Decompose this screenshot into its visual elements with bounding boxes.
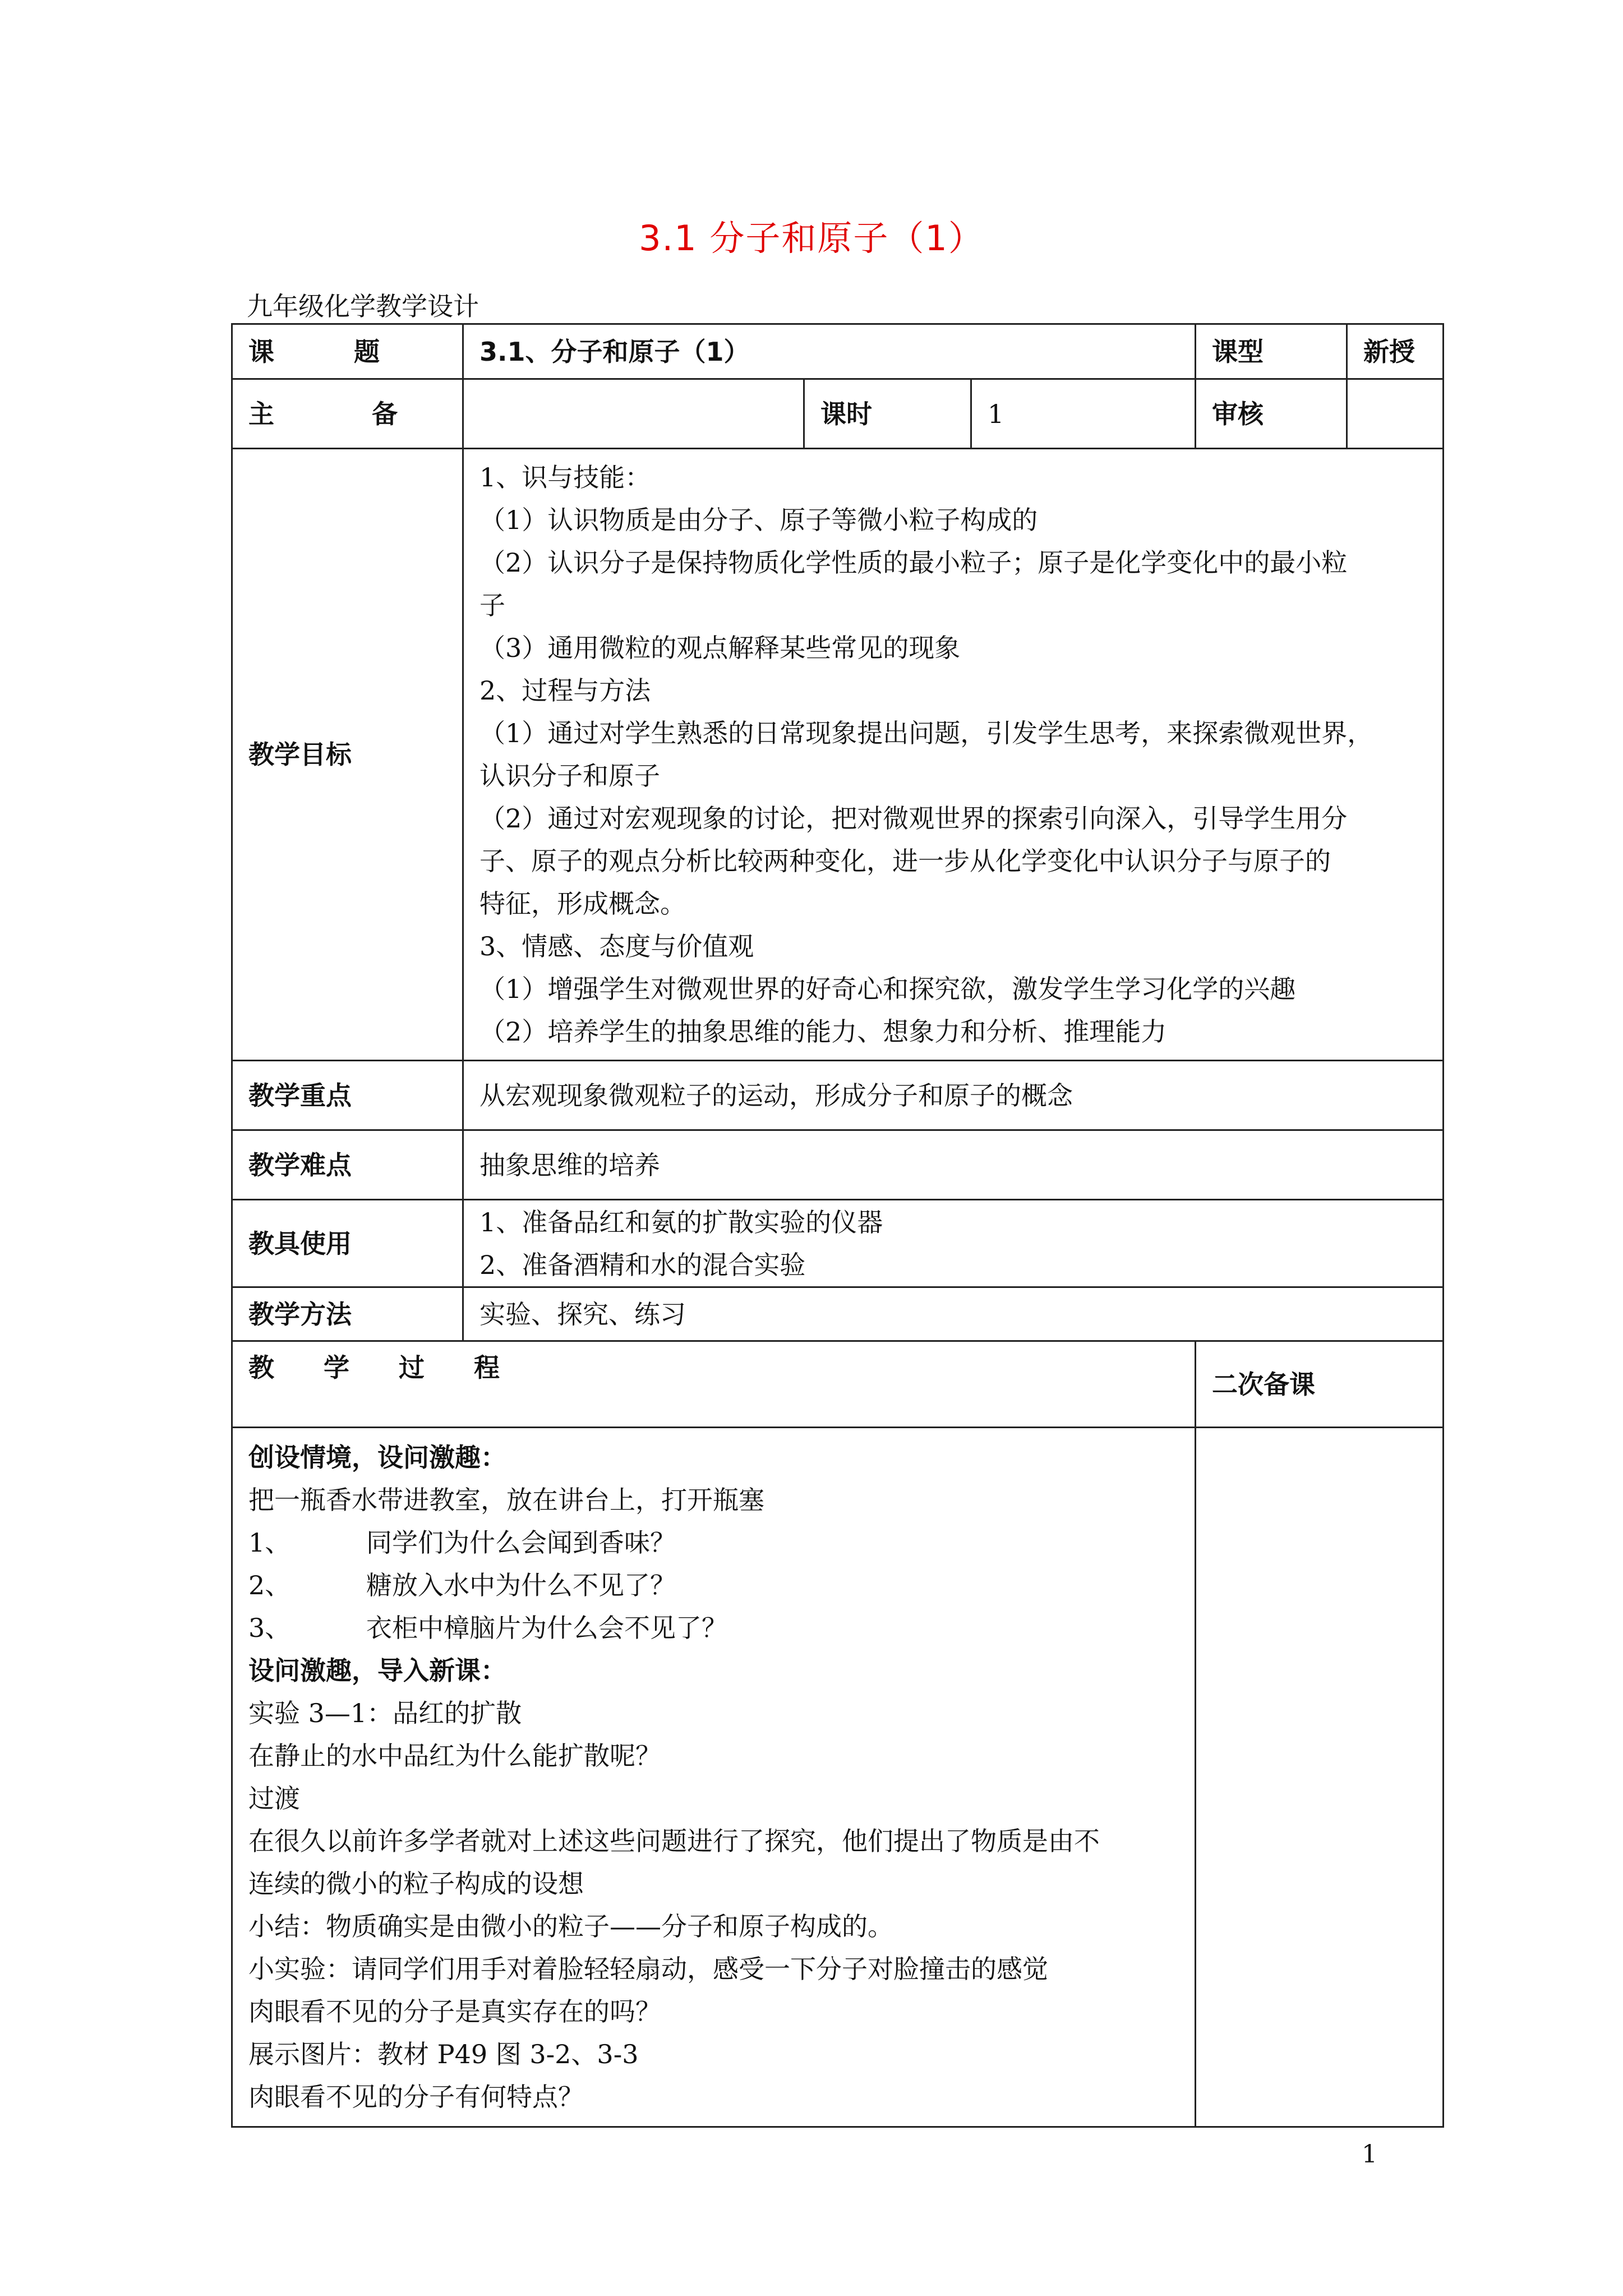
process-header: 教 学 过 程 — [232, 1341, 1196, 1428]
process-line: 肉眼看不见的分子是真实存在的吗？ — [248, 1996, 661, 2027]
prep-label: 主 备 — [232, 379, 463, 449]
process-line: 实验 3—1：品红的扩散 — [248, 1698, 522, 1728]
second-prep-notes — [1196, 1428, 1444, 2127]
process-content — [232, 1428, 1196, 2127]
goal-line: （1）通过对学生熟悉的日常现象提出问题，引发学生思考，来探索微观世界， — [479, 718, 1373, 748]
goal-line: 子、原子的观点分析比较两种变化，进一步从化学变化中认识分子与原子的 — [479, 846, 1331, 876]
process-line: 小结：物质确实是由微小的粒子——分子和原子构成的。 — [248, 1911, 893, 1941]
tool-line: 1、准备品红和氨的扩散实验的仪器 — [479, 1207, 883, 1237]
row-difficulty — [232, 1130, 1444, 1200]
document-subtitle: 九年级化学教学设计 — [247, 291, 479, 321]
tools-content — [463, 1200, 1444, 1287]
process-heading: 创设情境，设问激趣： — [248, 1442, 506, 1473]
row-key-point — [232, 1061, 1444, 1130]
tool-line: 2、准备酒精和水的混合实验 — [479, 1249, 806, 1280]
question-text: 糖放入水中为什么不见了？ — [366, 1570, 676, 1600]
review-value — [1347, 379, 1444, 449]
goals-content — [463, 449, 1444, 1061]
page-number: 1 — [1362, 2140, 1377, 2169]
question-number: 1、 — [248, 1527, 291, 1558]
question-text: 衣柜中樟脑片为什么会不见了？ — [366, 1613, 727, 1643]
process-line: 展示图片：教材 P49 图 3-2、3-3 — [248, 2039, 639, 2069]
review-label: 审核 — [1196, 379, 1347, 449]
method-label: 教学方法 — [232, 1287, 463, 1341]
goal-line: 1、识与技能： — [479, 462, 651, 493]
row-topic — [232, 324, 1444, 379]
difficulty-value: 抽象思维的培养 — [463, 1130, 1444, 1200]
question-item — [248, 1607, 1179, 1649]
lesson-plan-table — [231, 323, 1444, 2128]
goal-line: （2）认识分子是保持物质化学性质的最小粒子；原子是化学变化中的最小粒 — [479, 547, 1348, 578]
question-item — [248, 1564, 1179, 1607]
process-heading: 设问激趣，导入新课： — [248, 1655, 506, 1686]
goal-line: （1）增强学生对微观世界的好奇心和探究欲，激发学生学习化学的兴趣 — [479, 974, 1296, 1004]
process-line: 肉眼看不见的分子有何特点？ — [248, 2082, 584, 2112]
goals-label: 教学目标 — [232, 449, 463, 1061]
question-number: 2、 — [248, 1570, 291, 1600]
goal-line: （2）培养学生的抽象思维的能力、想象力和分析、推理能力 — [479, 1016, 1167, 1047]
goal-line: 特征，形成概念。 — [479, 889, 686, 919]
prep-value — [463, 379, 804, 449]
goal-line: 2、过程与方法 — [479, 675, 651, 706]
question-item — [248, 1521, 1179, 1564]
difficulty-label: 教学难点 — [232, 1130, 463, 1200]
tools-label: 教具使用 — [232, 1200, 463, 1287]
topic-label: 课 题 — [232, 324, 463, 379]
row-process-header — [232, 1341, 1444, 1428]
goal-line: 认识分子和原子 — [479, 761, 660, 791]
goal-line: 3、情感、态度与价值观 — [479, 931, 754, 961]
key-point-value: 从宏观现象微观粒子的运动，形成分子和原子的概念 — [463, 1061, 1444, 1130]
row-process-body — [232, 1428, 1444, 2127]
type-value: 新授 — [1347, 324, 1444, 379]
process-line: 连续的微小的粒子构成的设想 — [248, 1869, 584, 1899]
hours-label: 课时 — [804, 379, 971, 449]
goal-line: （1）认识物质是由分子、原子等微小粒子构成的 — [479, 505, 1038, 535]
topic-value: 3.1、分子和原子（1） — [463, 324, 1196, 379]
key-point-label: 教学重点 — [232, 1061, 463, 1130]
row-prep — [232, 379, 1444, 449]
process-intro: 把一瓶香水带进教室，放在讲台上，打开瓶塞 — [248, 1485, 764, 1515]
question-number: 3、 — [248, 1613, 291, 1643]
goal-line: （3）通用微粒的观点解释某些常见的现象 — [479, 633, 961, 663]
method-value: 实验、探究、练习 — [463, 1287, 1444, 1341]
goal-line: 子 — [479, 590, 505, 620]
row-tools — [232, 1200, 1444, 1287]
process-line: 小实验：请同学们用手对着脸轻轻扇动，感受一下分子对脸撞击的感觉 — [248, 1954, 1048, 1984]
row-goals — [232, 449, 1444, 1061]
process-line: 在很久以前许多学者就对上述这些问题进行了探究，他们提出了物质是由不 — [248, 1826, 1100, 1856]
type-label: 课型 — [1196, 324, 1347, 379]
row-method — [232, 1287, 1444, 1341]
process-line: 在静止的水中品红为什么能扩散呢？ — [248, 1741, 661, 1771]
hours-value: 1 — [971, 379, 1196, 449]
document-title: 3.1 分子和原子（1） — [639, 218, 984, 259]
second-prep-label: 二次备课 — [1196, 1341, 1444, 1428]
question-text: 同学们为什么会闻到香味？ — [366, 1527, 676, 1558]
goal-line: （2）通过对宏观现象的讨论，把对微观世界的探索引向深入，引导学生用分 — [479, 803, 1348, 834]
process-line: 过渡 — [248, 1783, 300, 1814]
